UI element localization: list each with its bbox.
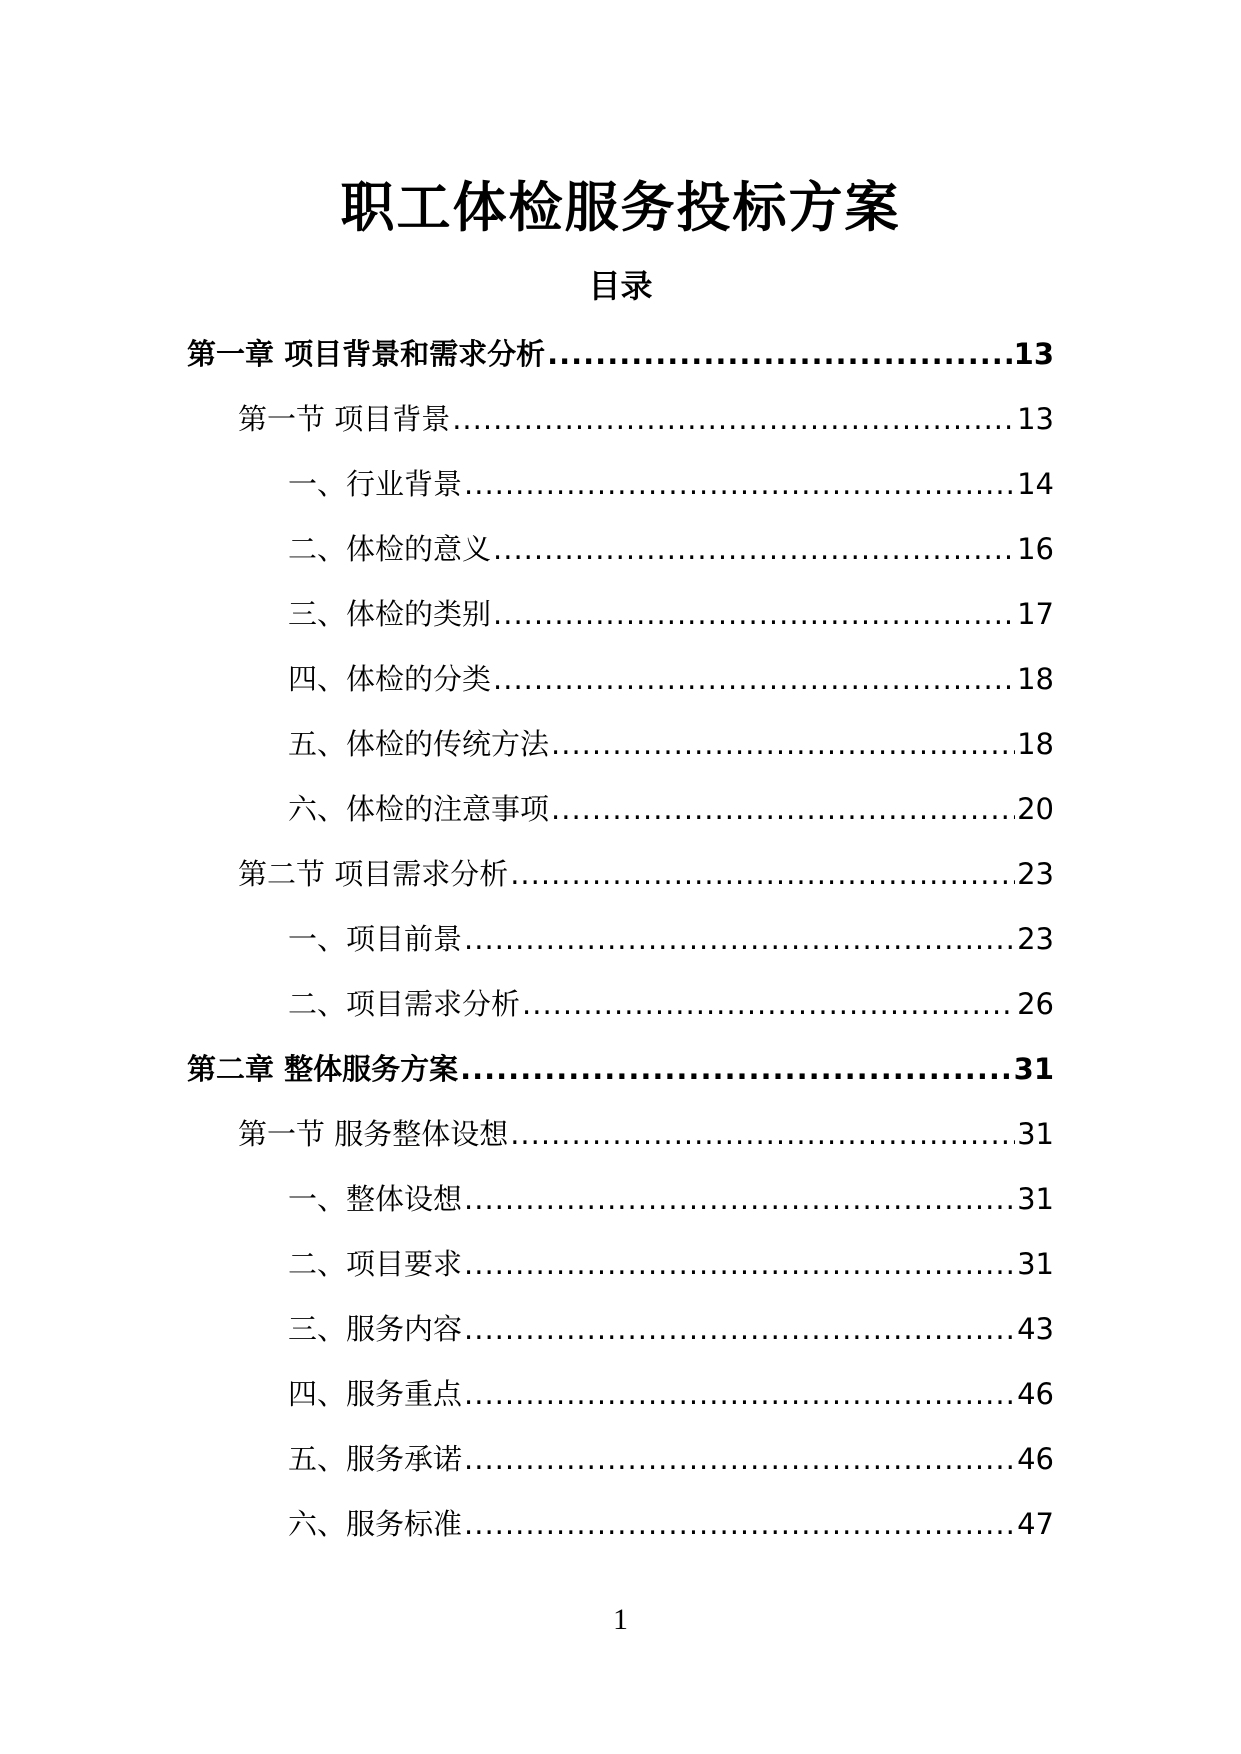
- toc-entry-page: 13: [1013, 337, 1054, 371]
- toc-entry-title: 一、整体设想: [288, 1182, 463, 1216]
- toc-entry-title: 第二章 整体服务方案: [187, 1052, 459, 1086]
- toc-entry-title: 五、体检的传统方法: [288, 727, 550, 761]
- toc-entry-title: 三、体检的类别: [288, 597, 492, 631]
- toc-entry[interactable]: [0, 1102, 1241, 1167]
- document-title: 职工体检服务投标方案: [340, 176, 901, 239]
- toc-dot-leader: [493, 647, 1015, 712]
- toc-entry-title: 四、体检的分类: [288, 662, 492, 696]
- toc-dot-leader: [464, 452, 1015, 517]
- toc-dot-leader: [464, 1427, 1015, 1492]
- toc-entry-title: 四、服务重点: [288, 1377, 463, 1411]
- toc-heading: 目录: [588, 267, 653, 305]
- toc-entry-title: 六、服务标准: [288, 1507, 463, 1541]
- toc-entry[interactable]: [0, 582, 1241, 647]
- toc-entry[interactable]: [0, 1167, 1241, 1232]
- toc-entry[interactable]: [0, 907, 1241, 972]
- toc-entry-page: 31: [1017, 1182, 1054, 1216]
- toc-entry-page: 23: [1017, 922, 1054, 956]
- toc-dot-leader: [510, 1102, 1015, 1167]
- toc-entry-page: 47: [1017, 1507, 1054, 1541]
- toc-entry-page: 14: [1017, 467, 1054, 501]
- toc-entry-page: 20: [1017, 792, 1054, 826]
- toc-entry-page: 43: [1017, 1312, 1054, 1346]
- page-number: 1: [613, 1603, 628, 1636]
- toc-dot-leader: [551, 712, 1015, 777]
- toc-entry[interactable]: [0, 647, 1241, 712]
- toc-entry-title: 二、项目要求: [288, 1247, 463, 1281]
- toc-entry[interactable]: [0, 322, 1241, 387]
- toc-entry-page: 26: [1017, 987, 1054, 1021]
- toc-dot-leader: [460, 1037, 1012, 1102]
- toc-entry-title: 三、服务内容: [288, 1312, 463, 1346]
- toc-dot-leader: [464, 907, 1015, 972]
- toc-entry-page: 46: [1017, 1377, 1054, 1411]
- toc-entry[interactable]: [0, 1297, 1241, 1362]
- toc-entry-page: 23: [1017, 857, 1054, 891]
- toc-dot-leader: [551, 777, 1015, 842]
- toc-entry-page: 18: [1017, 662, 1054, 696]
- toc-entry-title: 第一节 项目背景: [238, 402, 451, 436]
- toc-dot-leader: [493, 582, 1015, 647]
- toc-entry[interactable]: [0, 387, 1241, 452]
- toc-dot-leader: [464, 1232, 1015, 1297]
- table-of-contents: [0, 322, 1241, 1557]
- toc-entry[interactable]: [0, 1492, 1241, 1557]
- toc-entry-title: 五、服务承诺: [288, 1442, 463, 1476]
- toc-entry-page: 18: [1017, 727, 1054, 761]
- toc-entry-page: 17: [1017, 597, 1054, 631]
- toc-entry-title: 第一章 项目背景和需求分析: [187, 337, 546, 371]
- toc-entry[interactable]: [0, 452, 1241, 517]
- toc-dot-leader: [464, 1492, 1015, 1557]
- toc-dot-leader: [493, 517, 1015, 582]
- toc-entry-page: 31: [1017, 1247, 1054, 1281]
- toc-dot-leader: [464, 1297, 1015, 1362]
- toc-entry-title: 二、项目需求分析: [288, 987, 521, 1021]
- toc-entry-title: 一、行业背景: [288, 467, 463, 501]
- toc-entry-title: 第一节 服务整体设想: [238, 1117, 509, 1151]
- toc-dot-leader: [452, 387, 1015, 452]
- toc-entry-title: 一、项目前景: [288, 922, 463, 956]
- toc-entry[interactable]: [0, 712, 1241, 777]
- toc-entry-page: 13: [1017, 402, 1054, 436]
- toc-entry[interactable]: [0, 1232, 1241, 1297]
- toc-entry-title: 二、体检的意义: [288, 532, 492, 566]
- toc-entry-title: 六、体检的注意事项: [288, 792, 550, 826]
- toc-dot-leader: [464, 1362, 1015, 1427]
- toc-entry-title: 第二节 项目需求分析: [238, 857, 509, 891]
- toc-dot-leader: [522, 972, 1015, 1037]
- toc-dot-leader: [510, 842, 1015, 907]
- toc-entry[interactable]: [0, 777, 1241, 842]
- toc-entry-page: 46: [1017, 1442, 1054, 1476]
- toc-entry[interactable]: [0, 1037, 1241, 1102]
- toc-entry-page: 31: [1013, 1052, 1054, 1086]
- toc-entry[interactable]: [0, 1427, 1241, 1492]
- toc-entry[interactable]: [0, 842, 1241, 907]
- toc-entry[interactable]: [0, 517, 1241, 582]
- toc-dot-leader: [464, 1167, 1015, 1232]
- toc-entry-page: 31: [1017, 1117, 1054, 1151]
- toc-entry-page: 16: [1017, 532, 1054, 566]
- toc-entry[interactable]: [0, 972, 1241, 1037]
- toc-entry[interactable]: [0, 1362, 1241, 1427]
- toc-dot-leader: [547, 322, 1012, 387]
